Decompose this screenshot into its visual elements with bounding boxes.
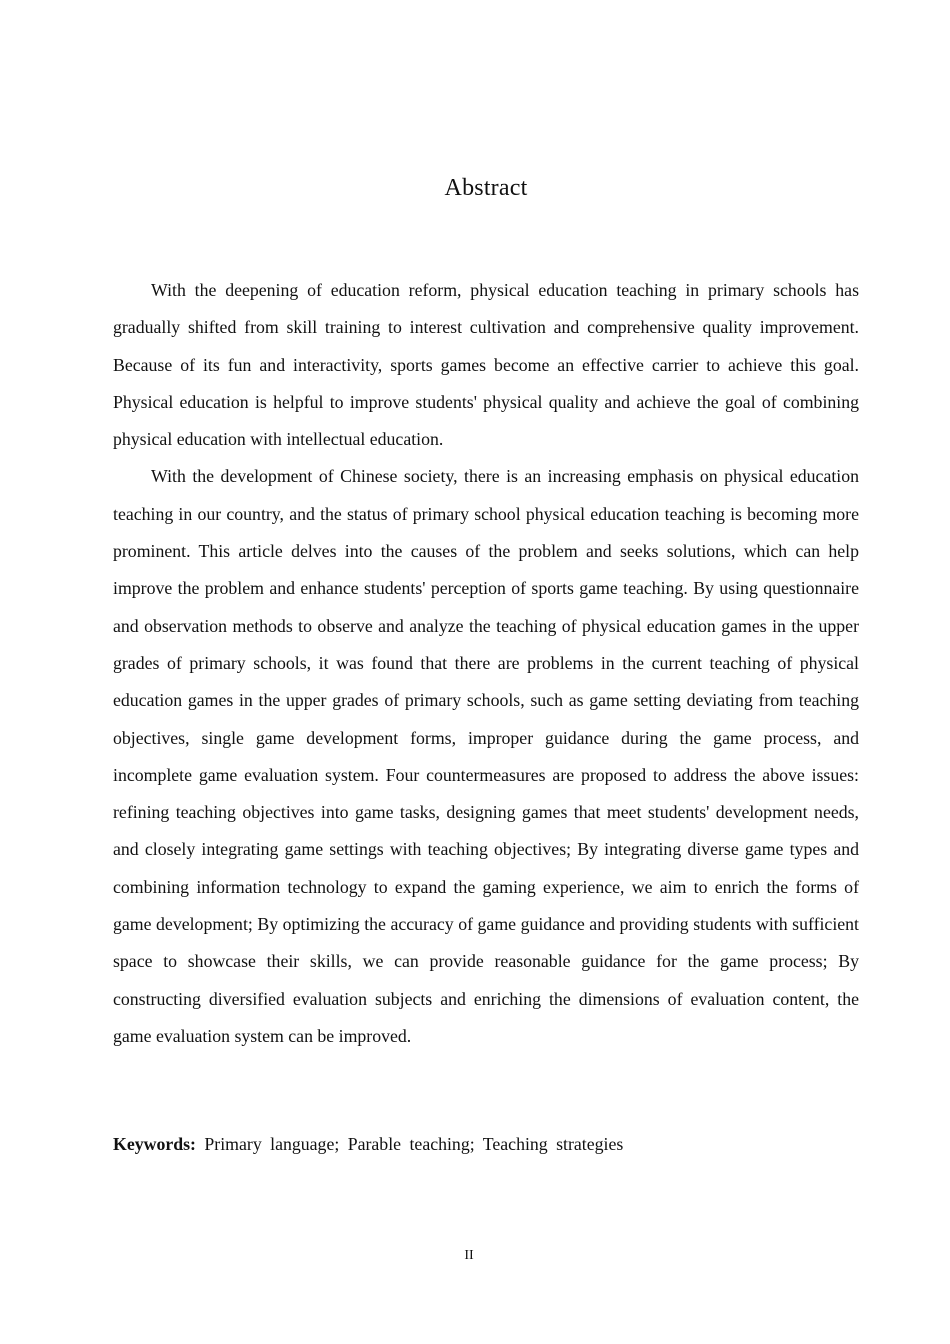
abstract-paragraph-2: With the development of Chinese society, there is an increasing emphasis on physical education teaching in our country, and the status of primary school physical education teaching is becoming more prominent. This article delves into the causes of the problem and seeks solutions, which can help improve the problem and enhance students' perception of sports game teaching. By using questionnaire and observation methods to observe and analyze the teaching of physical education games in the upper grades of primary schools, it was found that there are problems in the current teaching of physical education games in the upper grades of primary schools, such as game setting deviating from teaching objectives, single game development forms, improper guidance during the game process, and incomplete game evaluation system. Four countermeasures are proposed to address the above issues: refining teaching objectives into game tasks, designing games that meet students' development needs, and closely integrating game settings with teaching objectives; By integrating diverse game types and combining information technology to expand the gaming experience, we aim to enrich the forms of game development; By optimizing the accuracy of game guidance and providing students with sufficient space to showcase their skills, we can provide reasonable guidance for the game process; By constructing diversified evaluation subjects and enriching the dimensions of evaluation content, the game evaluation system can be improved.	[113, 466, 859, 1046]
keywords-label: Keywords:	[113, 1134, 196, 1154]
abstract-body	[113, 272, 859, 1055]
page-number: II	[464, 1248, 474, 1263]
keywords-text: Primary language; Parable teaching; Teaching strategies	[204, 1134, 624, 1154]
abstract-title: Abstract	[444, 175, 528, 201]
keywords-line	[113, 1126, 859, 1163]
abstract-paragraph-1: With the deepening of education reform, physical education teaching in primary schools has gradually shifted from skill training to interest cultivation and comprehensive quality improvement. Because of its fun and interactivity, sports games become an effective carrier to achieve this goal. Physical education is helpful to improve students' physical quality and achieve the goal of combining physical education with intellectual education.	[113, 280, 859, 450]
